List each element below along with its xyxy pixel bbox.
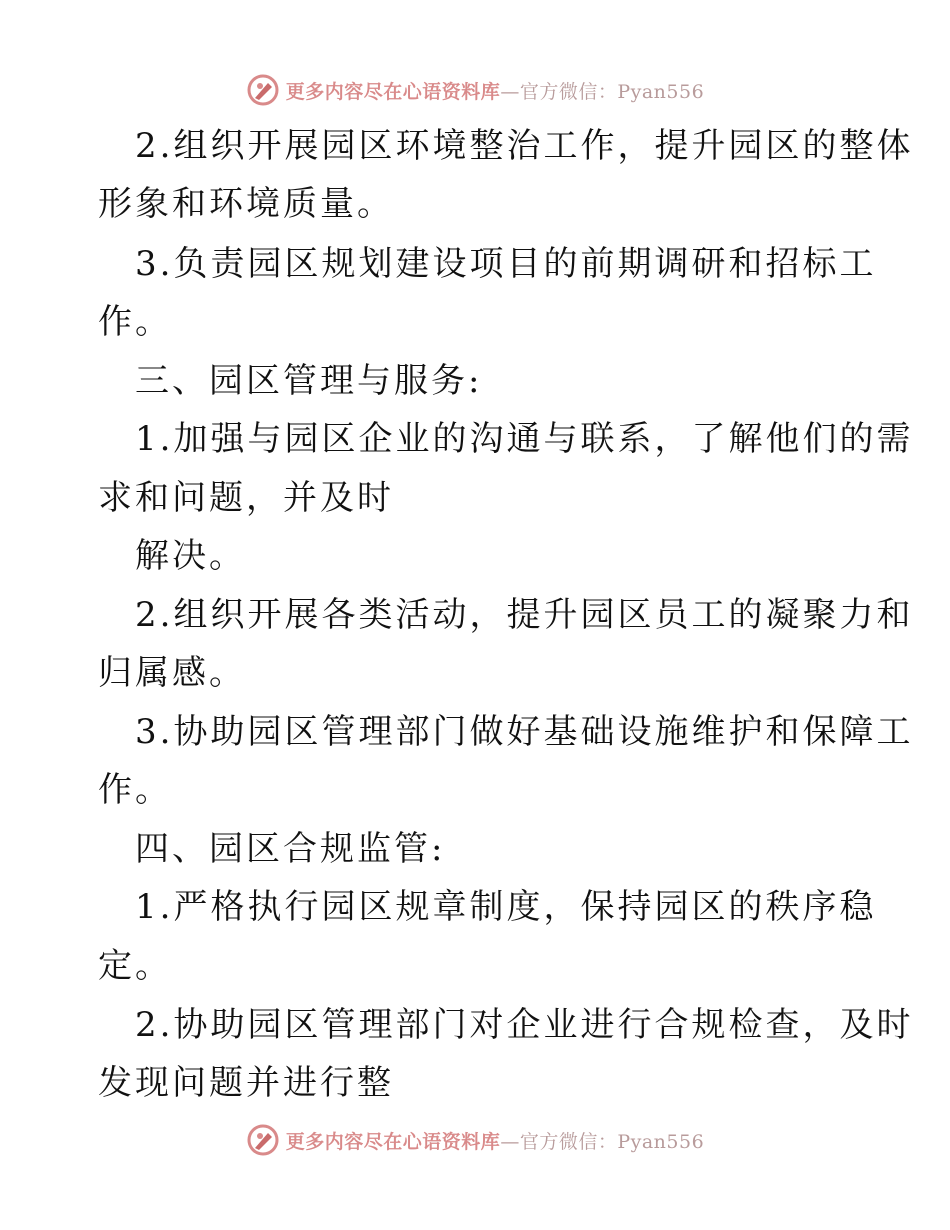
paragraph-line: 3.协助园区管理部门做好基础设施维护和保障工 [135,712,914,752]
paragraph-line: 归属感。 [98,653,246,693]
watermark-id: Pyan556 [617,1130,705,1153]
watermark-official: 官方微信： [519,1130,618,1153]
paragraph-line: 3.负责园区规划建设项目的前期调研和招标工 [135,244,877,284]
paragraph-line: 求和问题，并及时 [98,478,394,518]
paragraph-line: 2.组织开展各类活动，提升园区员工的凝聚力和 [135,595,914,635]
watermark-text [286,1127,704,1154]
watermark-id: Pyan556 [617,80,705,103]
watermark-text [286,77,704,104]
watermark-official: 官方微信： [519,80,618,103]
watermark-main: 更多内容尽在心语资料库 [285,80,501,103]
section-heading: 三、园区管理与服务: [135,361,483,401]
pen-nib-logo-icon [246,73,280,107]
pen-nib-logo-icon [246,1123,280,1157]
paragraph-line: 2.组织开展园区环境整治工作，提升园区的整体 [135,126,914,166]
footer-watermark [0,1120,950,1160]
paragraph-line: 作。 [98,770,172,810]
paragraph-line: 1.严格执行园区规章制度，保持园区的秩序稳 [135,887,877,927]
section-heading: 四、园区合规监管: [135,829,446,869]
watermark-dash: — [500,1130,520,1153]
paragraph-line: 解决。 [135,536,246,576]
header-watermark [0,70,950,110]
paragraph-line: 2.协助园区管理部门对企业进行合规检查，及时 [135,1005,914,1045]
paragraph-line: 1.加强与园区企业的沟通与联系，了解他们的需 [135,419,914,459]
watermark-dash: — [500,80,520,103]
watermark-main: 更多内容尽在心语资料库 [285,1130,501,1153]
paragraph-line: 发现问题并进行整 [98,1063,394,1103]
paragraph-line: 作。 [98,302,172,342]
paragraph-line: 定。 [98,946,172,986]
paragraph-line: 形象和环境质量。 [98,184,394,224]
